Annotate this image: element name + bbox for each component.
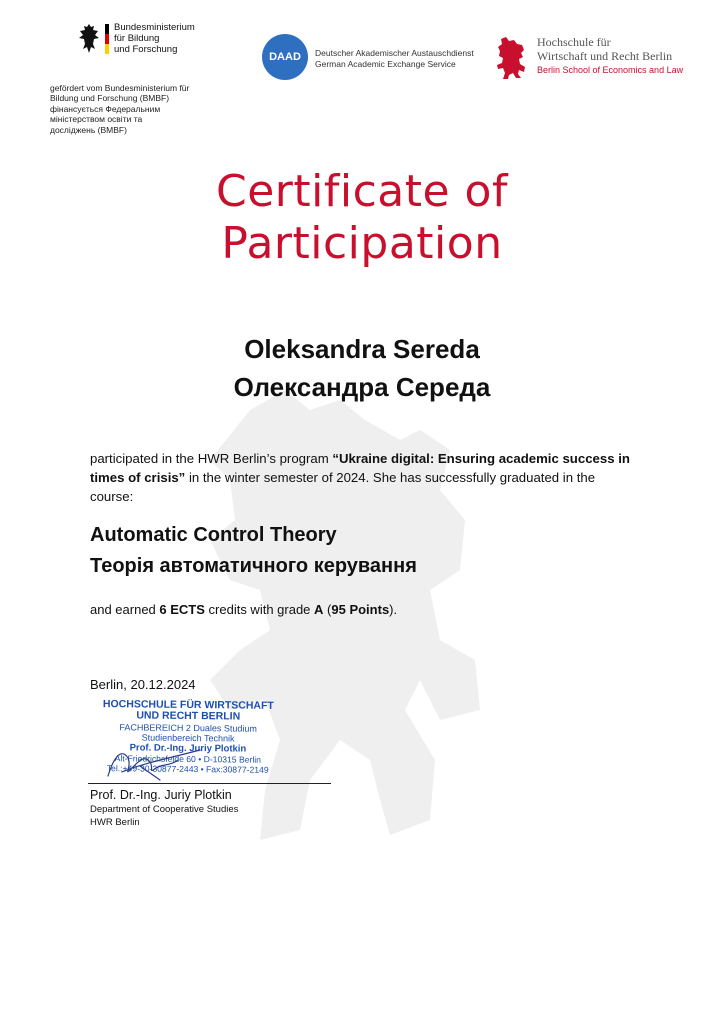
points-open: (	[323, 602, 332, 617]
funding-note-line: gefördert vom Bundesministerium für	[50, 83, 190, 93]
stamp-line: Tel.:+49-30-30877-2443 • Fax:30877-2149	[106, 763, 269, 775]
funding-note-line: фінансується Федеральним	[50, 103, 161, 114]
hwr-name-line2: Wirtschaft und Recht Berlin	[537, 49, 673, 63]
hwr-name	[537, 35, 683, 77]
recipient-name-latin: Oleksandra Sereda	[244, 334, 480, 364]
stamp-line: UND RECHT BERLIN	[136, 709, 241, 723]
funding-note-line: досліджень (BMBF)	[50, 124, 127, 135]
certificate-title-line1: Certificate of	[216, 166, 508, 217]
stamp-line: Studienbereich Technik	[141, 732, 235, 744]
daad-name-de: Deutscher Akademischer Austauschdienst	[315, 48, 474, 58]
recipient-name-cyrillic: Олександра Середа	[233, 372, 491, 402]
signatory-organization: HWR Berlin	[90, 817, 140, 828]
hwr-logo	[495, 35, 715, 85]
certificate-title	[0, 166, 724, 270]
points-close: ).	[389, 602, 398, 617]
stamp-line: HOCHSCHULE FÜR WIRTSCHAFT	[102, 698, 274, 712]
points-value: 95 Points	[331, 602, 390, 617]
place-date: Berlin, 20.12.2024	[90, 677, 196, 692]
handwritten-signature	[100, 736, 210, 784]
certificate-title-line2: Participation	[221, 218, 503, 269]
credits-prefix: and earned	[90, 602, 160, 617]
daad-name	[315, 48, 474, 69]
credits-value: 6 ECTS	[159, 602, 205, 617]
stamp-line: FACHBEREICH 2 Duales Studium	[119, 722, 257, 734]
stamp-line: Alt-Friedrichsfelde 60 • D-10315 Berlin	[114, 753, 262, 765]
funding-note-line: міністерством освіти та	[50, 114, 143, 125]
funding-note	[50, 83, 220, 135]
participation-text	[90, 449, 635, 506]
bmbf-name	[114, 22, 195, 55]
course-title-uk: Теорія автоматичного керування	[90, 555, 417, 577]
hwr-name-line1: Hochschule für	[537, 35, 611, 49]
grade-prefix: credits with grade	[204, 602, 315, 617]
federal-eagle-icon	[78, 22, 100, 56]
bmbf-logo	[78, 22, 258, 82]
signatory-name: Prof. Dr.-Ing. Juriy Plotkin	[90, 788, 232, 802]
funding-note-line: Bildung und Forschung (BMBF)	[50, 93, 170, 104]
grade-value: A	[314, 602, 324, 617]
program-name: “Ukraine digital: Ensuring academic success in times of crisis”	[90, 451, 630, 485]
daad-name-en: German Academic Exchange Service	[315, 58, 456, 69]
daad-circle-icon: DAAD	[262, 34, 308, 80]
participation-text-part1: participated in the HWR Berlin’s program	[90, 451, 333, 466]
course-title-en: Automatic Control Theory	[90, 524, 337, 546]
daad-logo	[262, 34, 502, 84]
berlin-bear-icon	[495, 35, 527, 79]
stamp-line: Prof. Dr.-Ing. Juriy Plotkin	[129, 742, 247, 755]
hwr-name-en: Berlin School of Economics and Law	[537, 65, 684, 75]
signatory-department: Department of Cooperative Studies	[90, 804, 239, 815]
bmbf-name-line: für Bildung	[114, 33, 160, 44]
bmbf-name-line: und Forschung	[114, 44, 178, 55]
participation-text-part2: in the winter semester of 2024. She has successfully graduated in the course:	[90, 470, 596, 504]
bmbf-name-line: Bundesministerium	[114, 22, 195, 33]
credits-line	[90, 601, 397, 619]
german-flag-icon	[105, 24, 109, 54]
